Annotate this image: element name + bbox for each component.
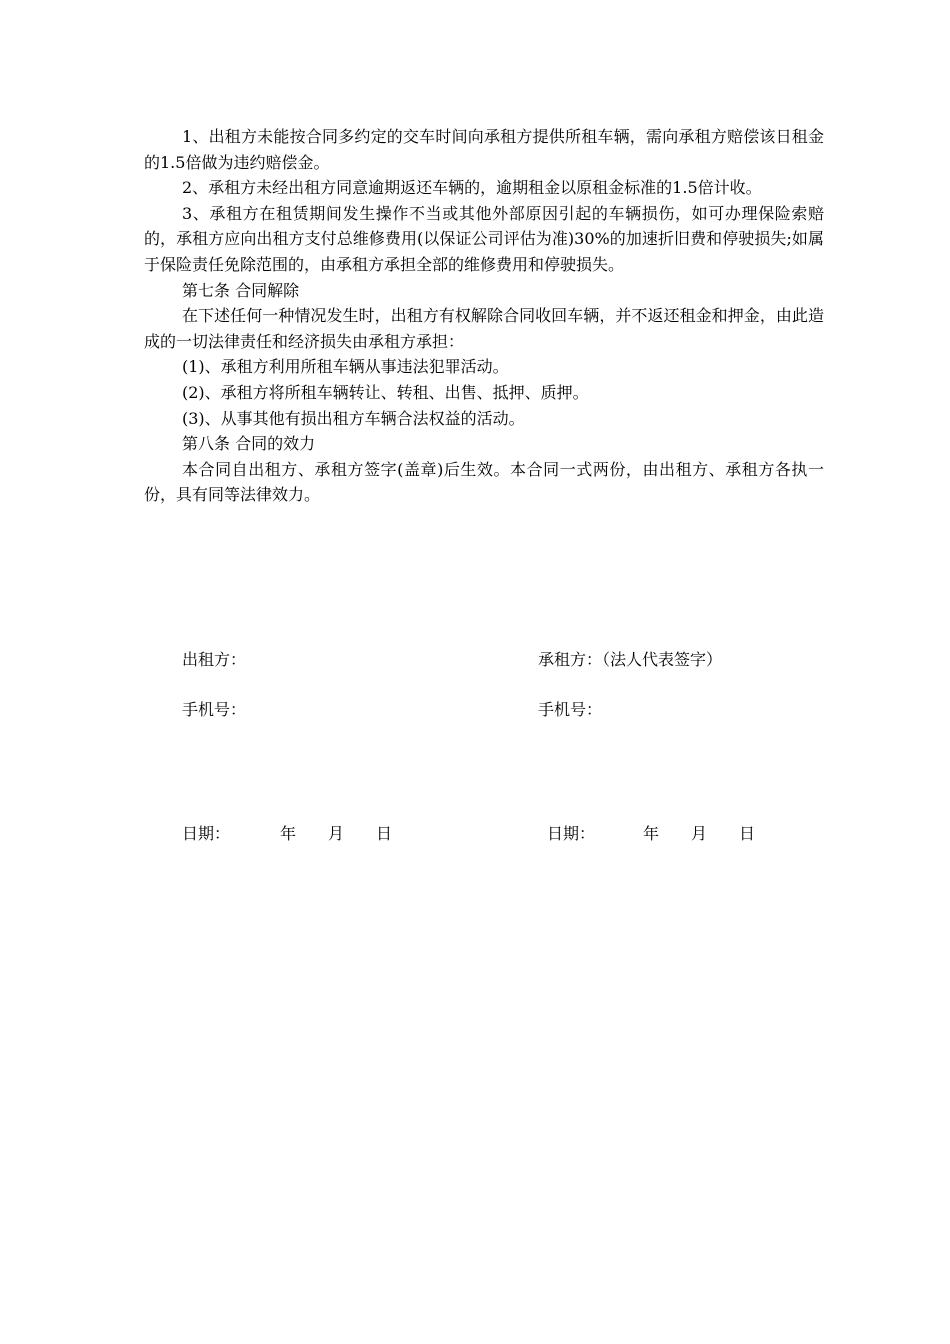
lessee-date-day: 日 [739, 824, 756, 843]
contract-body [144, 124, 824, 508]
clause-breach-1: 1、出租方未能按合同多约定的交车时间向承租方提供所租车辆，需向承租方赔偿该日租金的1.5倍做为违约赔偿金。 [144, 127, 824, 172]
lessor-date-month: 月 [328, 824, 345, 843]
article-8-heading: 第八条 合同的效力 [182, 434, 316, 454]
validity-clause: 本合同自出租方、承租方签字(盖章)后生效。本合同一式两份，由出租方、承租方各执一份，具有同等法律效力。 [144, 459, 824, 505]
lessee-date-label: 日期： [547, 824, 596, 843]
lessee-date-year: 年 [643, 824, 660, 843]
termination-intro: 在下述任何一种情况发生时，出租方有权解除合同收回车辆，并不返还租金和押金，由此造成的一切法律责任和经济损失由承租方承担： [144, 306, 824, 351]
termination-item-2: (2)、承租方将所租车辆转让、转租、出售、抵押、质押。 [182, 382, 589, 402]
clause-breach-3: 3、承租方在租赁期间发生操作不当或其他外部原因引起的车辆损伤，如可办理保险索赔的，承租方应向出租方支付总维修费用(以保证公司评估为准)30%的加速折旧费和停驶损失;如属于保险责任免除范围的，由承租方承担全部的维修费用和停驶损失。 [144, 203, 824, 274]
termination-item-1: (1)、承租方利用所租车辆从事违法犯罪活动。 [182, 357, 509, 377]
article-7-heading: 第七条 合同解除 [182, 280, 300, 300]
lessee-date-month: 月 [691, 824, 708, 843]
lessor-date-year: 年 [280, 824, 297, 843]
lessor-date-row [182, 822, 392, 846]
lessor-phone-label: 手机号： [182, 700, 247, 719]
lessee-date-row [547, 822, 755, 846]
lessor-label: 出租方： [182, 650, 247, 669]
lessor-date-day: 日 [376, 824, 393, 843]
lessee-phone-label: 手机号： [538, 700, 603, 719]
lessor-date-label: 日期： [182, 824, 231, 843]
termination-item-3: (3)、从事其他有损出租方车辆合法权益的活动。 [182, 408, 525, 428]
lessee-label: 承租方：（法人代表签字） [538, 650, 723, 669]
clause-breach-2: 2、承租方未经出租方同意逾期返还车辆的，逾期租金以原租金标准的1.5倍计收。 [182, 178, 762, 198]
